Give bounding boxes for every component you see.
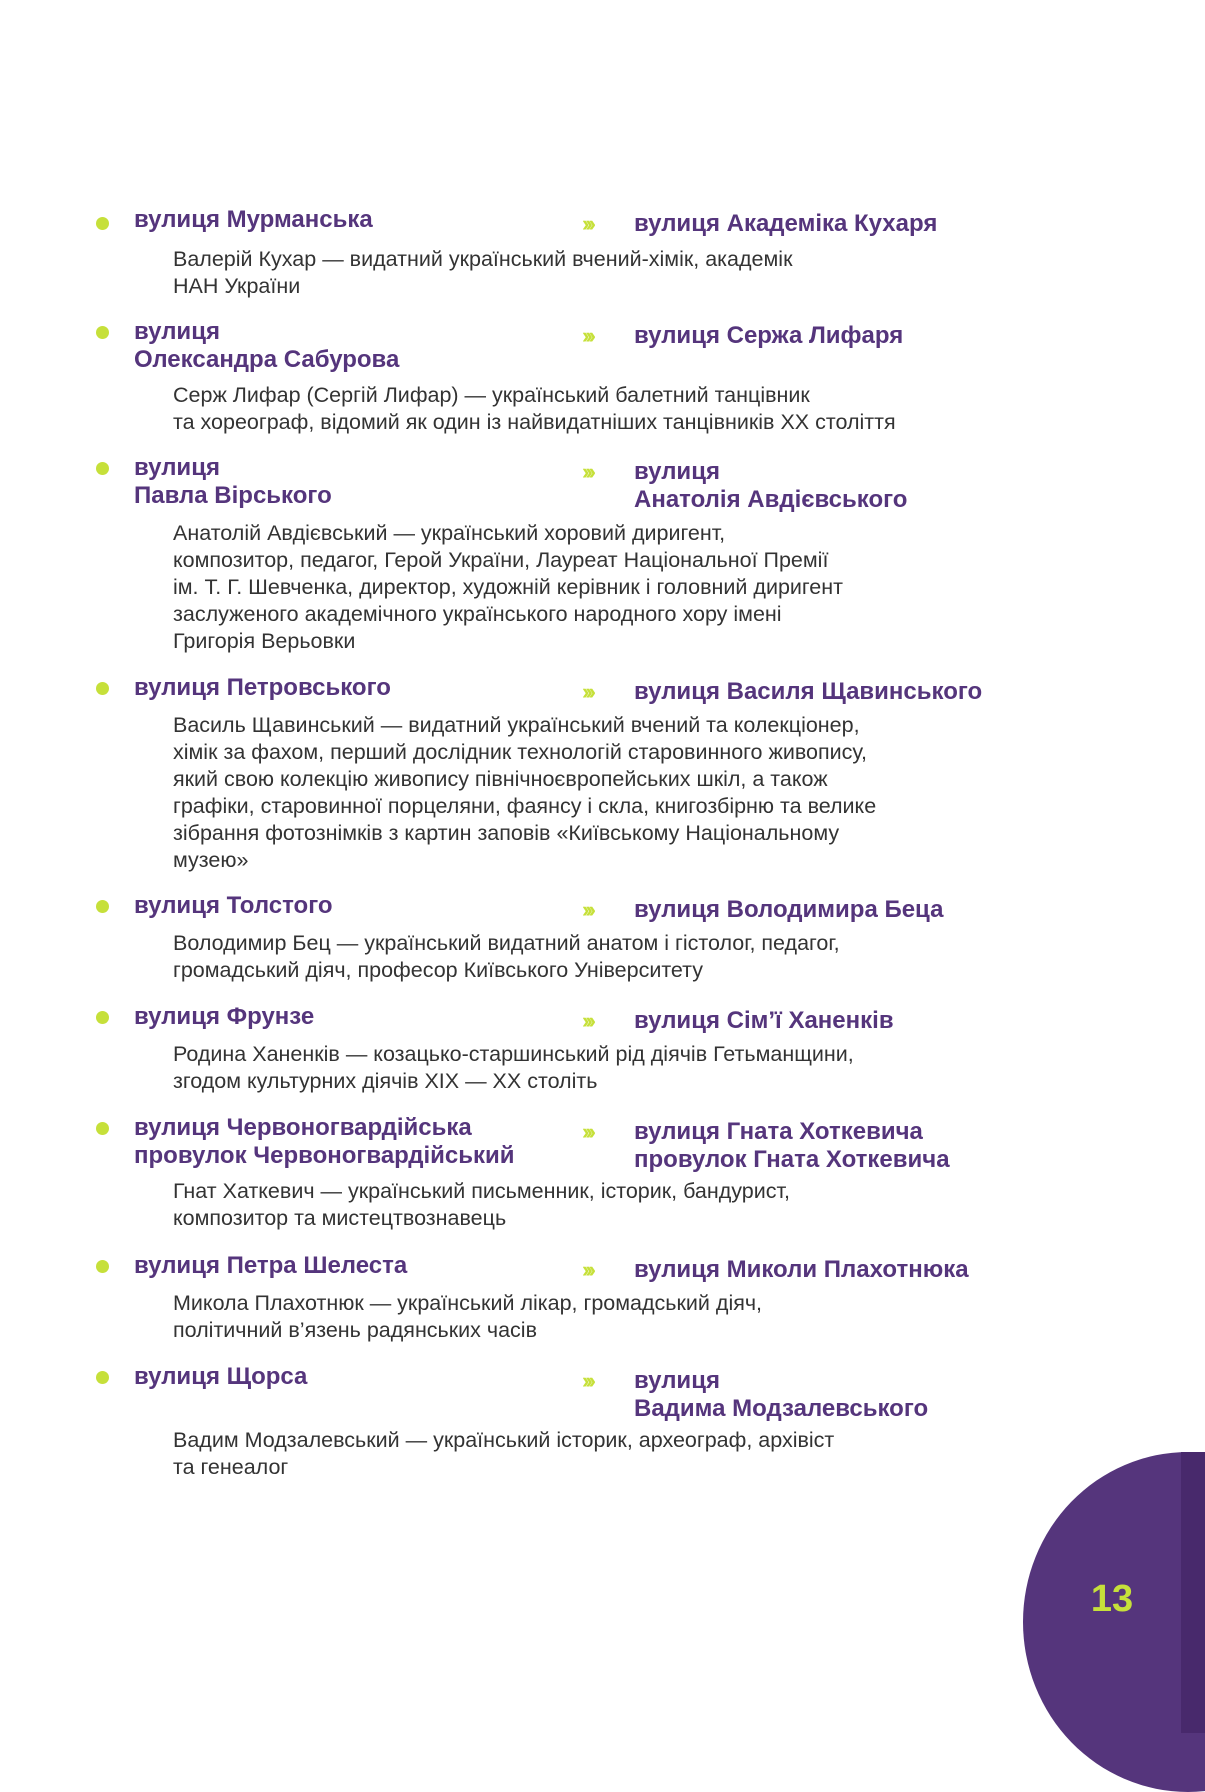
namesake-description: Гнат Хаткевич — український письменник, історик, бандурист, композитор та мистецтвознавець	[173, 1179, 790, 1230]
arrow-icon: ›››	[582, 211, 592, 236]
bullet-icon	[96, 217, 109, 230]
arrow-icon: ›››	[582, 1008, 592, 1033]
page-corner-edge	[1181, 1452, 1205, 1733]
old-street-name: вулиця Толстого	[134, 892, 333, 919]
arrow-icon: ›››	[582, 323, 592, 348]
new-street-name: вулиця Анатолія Авдієвського	[634, 458, 908, 513]
new-street-name: вулиця Сім’ї Ханенків	[634, 1007, 894, 1034]
bullet-icon	[96, 682, 109, 695]
namesake-description: Валерій Кухар — видатний український вчений-хімік, академік НАН України	[173, 247, 793, 298]
namesake-description: Микола Плахотнюк — український лікар, громадський діяч, політичний в’язень радянських часів	[173, 1291, 763, 1342]
namesake-description: Родина Ханенків — козацько-старшинський рід діячів Гетьманщини, згодом культурних діячів XIX — XX століть	[173, 1042, 854, 1093]
bullet-icon	[96, 1371, 109, 1384]
new-street-name: вулиця Василя Щавинського	[634, 678, 983, 705]
namesake-description: Володимир Бец — український видатний анатом і гістолог, педагог, громадський діяч, професор Київського Університету	[173, 931, 840, 982]
new-street-name: вулиця Академіка Кухаря	[634, 210, 938, 237]
arrow-icon: ›››	[582, 679, 592, 704]
page-number: 13	[1090, 1578, 1134, 1620]
new-street-name: вулиця Гната Хоткевича провулок Гната Хоткевича	[634, 1118, 950, 1173]
bullet-icon	[96, 1122, 109, 1135]
old-street-name: вулиця Щорса	[134, 1363, 308, 1390]
bullet-icon	[96, 326, 109, 339]
old-street-name: вулиця Петровського	[134, 674, 391, 701]
bullet-icon	[96, 900, 109, 913]
bullet-icon	[96, 462, 109, 475]
arrow-icon: ›››	[582, 1368, 592, 1393]
old-street-name: вулиця Мурманська	[134, 206, 373, 233]
arrow-icon: ›››	[582, 459, 592, 484]
new-street-name: вулиця Вадима Модзалевського	[634, 1367, 929, 1422]
bullet-icon	[96, 1011, 109, 1024]
bullet-icon	[96, 1260, 109, 1273]
old-street-name: вулиця Петра Шелеста	[134, 1252, 408, 1279]
namesake-description: Анатолій Авдієвський — український хоровий диригент, композитор, педагог, Герой України, Лауреат Національної Премії ім. Т. Г. Шевченка, директор, художній керівник і головний диригент заслуженого академічного українського народного хору імені Григорія Верьовки	[173, 521, 843, 653]
namesake-description: Серж Лифар (Сергій Лифар) — український балетний танцівник та хореограф, відомий як один із найвидатніших танцівників XX століття	[173, 383, 896, 434]
namesake-description: Василь Щавинський — видатний український вчений та колекціонер, хімік за фахом, перший дослідник технологій старовинного живопису, який свою колекцію живопису північноєвропейських шкіл, а також графіки, старовинної порцеляни, фаянсу і скла, книгозбірню та велике зібрання фотознімків з картин заповів «Київському Національному музею»	[173, 713, 877, 872]
new-street-name: вулиця Сержа Лифаря	[634, 322, 904, 349]
namesake-description: Вадим Модзалевський — український історик, археограф, архівіст та генеалог	[173, 1428, 835, 1479]
new-street-name: вулиця Миколи Плахотнюка	[634, 1256, 969, 1283]
arrow-icon: ›››	[582, 897, 592, 922]
old-street-name: вулиця Червоногвардійська провулок Червоногвардійський	[134, 1114, 515, 1169]
old-street-name: вулиця Павла Вірського	[134, 454, 332, 509]
arrow-icon: ›››	[582, 1257, 592, 1282]
page-corner-circle	[1023, 1452, 1205, 1792]
arrow-icon: ›››	[582, 1119, 592, 1144]
old-street-name: вулиця Олександра Сабурова	[134, 318, 400, 373]
new-street-name: вулиця Володимира Беца	[634, 896, 944, 923]
old-street-name: вулиця Фрунзе	[134, 1003, 315, 1030]
